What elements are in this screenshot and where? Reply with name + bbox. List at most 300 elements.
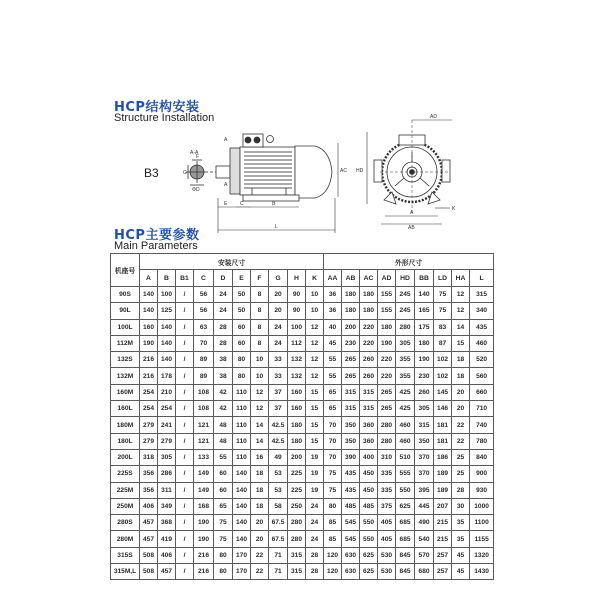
table-cell: 18 (452, 368, 470, 384)
table-cell: 60 (233, 319, 251, 335)
table-row (111, 498, 494, 514)
table-cell: 279 (140, 433, 158, 449)
column-header-g: G (269, 270, 288, 287)
table-cell: 18 (251, 466, 269, 482)
table-cell: 53 (269, 482, 288, 498)
table-cell: 355 (396, 352, 415, 368)
table-cell: 560 (470, 368, 494, 384)
table-cell: 12 (251, 401, 269, 417)
table-cell: 112 (288, 335, 306, 351)
table-cell: 260 (415, 384, 434, 400)
column-header-b1: B1 (176, 270, 194, 287)
frame-size-cell: 280M (111, 531, 140, 547)
table-cell: 80 (233, 352, 251, 368)
table-cell: / (176, 352, 194, 368)
table-cell: 110 (233, 433, 251, 449)
table-cell: / (176, 515, 194, 531)
table-cell: 140 (233, 482, 251, 498)
table-cell: 70 (324, 417, 342, 433)
table-cell: 550 (360, 531, 378, 547)
table-cell: 216 (140, 368, 158, 384)
table-cell: 550 (360, 515, 378, 531)
table-cell: 257 (434, 564, 452, 580)
table-cell: 8 (251, 303, 269, 319)
label-AD: AD (430, 114, 437, 120)
table-cell: 14 (251, 417, 269, 433)
table-cell: 180 (360, 287, 378, 303)
table-cell: 20 (269, 303, 288, 319)
table-cell: 45 (452, 564, 470, 580)
table-cell: 24 (214, 287, 233, 303)
table-cell: / (176, 449, 194, 465)
table-cell: 30 (452, 498, 470, 514)
table-cell: 55 (214, 449, 233, 465)
table-cell: 8 (251, 287, 269, 303)
table-cell: 450 (360, 482, 378, 498)
column-header-ad: AD (378, 270, 396, 287)
table-row (111, 368, 494, 384)
table-cell: 220 (378, 352, 396, 368)
table-cell: 49 (269, 449, 288, 465)
table-cell: 160 (288, 384, 306, 400)
table-cell: 250 (288, 498, 306, 514)
frame-size-cell: 112M (111, 335, 140, 351)
table-cell: 375 (378, 498, 396, 514)
table-cell: 457 (140, 515, 158, 531)
table-cell: 485 (342, 498, 360, 514)
table-cell: 265 (342, 368, 360, 384)
table-cell: 315 (342, 401, 360, 417)
table-cell: 15 (306, 401, 324, 417)
table-cell: 24 (306, 531, 324, 547)
table-cell: 260 (360, 352, 378, 368)
main-parameters-table (110, 253, 494, 580)
table-cell: 120 (324, 564, 342, 580)
table-cell: 110 (233, 417, 251, 433)
table-cell: 175 (415, 319, 434, 335)
table-cell: 180 (288, 417, 306, 433)
table-cell: 930 (470, 482, 494, 498)
table-cell: 280 (378, 417, 396, 433)
table-cell: 508 (140, 564, 158, 580)
table-cell: 22 (452, 417, 470, 433)
frame-size-cell: 132M (111, 368, 140, 384)
frame-size-header: 机座号 (111, 254, 140, 287)
table-cell: 230 (415, 368, 434, 384)
table-cell: 225 (288, 482, 306, 498)
table-cell: 189 (434, 482, 452, 498)
table-cell: 457 (158, 564, 176, 580)
table-cell: 485 (360, 498, 378, 514)
table-cell: 28 (452, 482, 470, 498)
table-cell: 50 (233, 287, 251, 303)
table-cell: / (176, 401, 194, 417)
table-cell: 33 (269, 352, 288, 368)
column-header-ac: AC (360, 270, 378, 287)
table-cell: 350 (342, 417, 360, 433)
table-cell: 186 (434, 449, 452, 465)
table-cell: 265 (378, 384, 396, 400)
table-cell: 545 (342, 515, 360, 531)
table-cell: 685 (396, 531, 415, 547)
table-cell: 85 (324, 515, 342, 531)
table-cell: 75 (324, 466, 342, 482)
table-cell: 360 (360, 417, 378, 433)
table-cell: 38 (214, 368, 233, 384)
table-cell: 356 (140, 482, 158, 498)
table-cell: 15 (452, 335, 470, 351)
table-cell: 37 (269, 384, 288, 400)
table-cell: 140 (158, 319, 176, 335)
table-cell: 22 (251, 564, 269, 580)
motor-side-view-icon (210, 134, 332, 201)
table-cell: 80 (324, 498, 342, 514)
table-cell: 28 (306, 564, 324, 580)
table-cell: 87 (434, 335, 452, 351)
column-header-a: A (140, 270, 158, 287)
table-cell: 19 (306, 466, 324, 482)
label-section-aa: A-A (190, 150, 199, 156)
table-cell: 28 (306, 547, 324, 563)
table-cell: 305 (415, 401, 434, 417)
table-cell: / (176, 368, 194, 384)
table-cell: 200 (288, 449, 306, 465)
table-row (111, 287, 494, 303)
table-cell: 45 (324, 335, 342, 351)
table-cell: 16 (251, 449, 269, 465)
table-cell: 216 (140, 352, 158, 368)
table-cell: 8 (251, 319, 269, 335)
table-cell: 90 (288, 287, 306, 303)
table-cell: 215 (434, 515, 452, 531)
table-cell: 180 (360, 303, 378, 319)
table-cell: 181 (434, 417, 452, 433)
table-cell: 286 (158, 466, 176, 482)
table-row (111, 515, 494, 531)
table-cell: 215 (434, 531, 452, 547)
table-cell: 190 (378, 335, 396, 351)
table-cell: 305 (396, 335, 415, 351)
table-cell: 540 (415, 531, 434, 547)
table-cell: 181 (434, 433, 452, 449)
table-cell: 510 (396, 449, 415, 465)
table-cell: 70 (194, 335, 214, 351)
table-cell: 36 (324, 303, 342, 319)
table-cell: 368 (158, 515, 176, 531)
frame-size-cell: 225S (111, 466, 140, 482)
table-cell: 180 (415, 335, 434, 351)
table-cell: 508 (140, 547, 158, 563)
table-cell: / (176, 303, 194, 319)
table-cell: 190 (140, 335, 158, 351)
table-cell: 168 (194, 498, 214, 514)
table-cell: 305 (158, 449, 176, 465)
table-cell: 75 (214, 515, 233, 531)
table-cell: 140 (233, 515, 251, 531)
table-cell: 245 (396, 287, 415, 303)
table-cell: 220 (360, 335, 378, 351)
table-row (111, 384, 494, 400)
table-cell: 56 (194, 287, 214, 303)
table-row (111, 482, 494, 498)
frame-size-cell: 90S (111, 287, 140, 303)
table-cell: 390 (342, 449, 360, 465)
table-cell: 50 (233, 303, 251, 319)
table-cell: 435 (342, 466, 360, 482)
table-cell: 280 (378, 433, 396, 449)
table-cell: 254 (158, 401, 176, 417)
table-cell: 425 (396, 401, 415, 417)
table-row (111, 531, 494, 547)
table-cell: 60 (214, 482, 233, 498)
table-cell: 14 (251, 433, 269, 449)
column-header-d: D (214, 270, 233, 287)
table-cell: 35 (452, 531, 470, 547)
table-cell: 53 (269, 466, 288, 482)
table-cell: 335 (378, 466, 396, 482)
table-cell: 460 (470, 335, 494, 351)
table-cell: / (176, 531, 194, 547)
table-row (111, 352, 494, 368)
table-cell: 625 (360, 564, 378, 580)
motor-front-view-icon (374, 120, 450, 215)
table-cell: 220 (360, 319, 378, 335)
column-header-b: B (158, 270, 176, 287)
table-cell: 419 (158, 531, 176, 547)
table-cell: 257 (434, 547, 452, 563)
table-cell: 12 (251, 384, 269, 400)
table-cell: 75 (434, 303, 452, 319)
table-cell: 146 (434, 401, 452, 417)
table-cell: 254 (140, 401, 158, 417)
table-cell: 165 (415, 303, 434, 319)
table-cell: 245 (396, 303, 415, 319)
table-cell: 83 (434, 319, 452, 335)
table-cell: 140 (140, 303, 158, 319)
table-cell: 80 (214, 564, 233, 580)
table-cell: 133 (194, 449, 214, 465)
table-cell: 280 (288, 531, 306, 547)
table-cell: 216 (194, 547, 214, 563)
label-B: B (272, 201, 276, 207)
mount-type-label: B3 (144, 166, 159, 180)
table-cell: 42 (214, 401, 233, 417)
shaft-section-icon (186, 160, 208, 185)
table-cell: 63 (194, 319, 214, 335)
table-cell: 28 (214, 335, 233, 351)
table-cell: 315 (415, 417, 434, 433)
table-cell: 56 (194, 303, 214, 319)
table-cell: 845 (396, 564, 415, 580)
table-cell: 140 (415, 287, 434, 303)
install-dimensions-header: 安装尺寸 (140, 254, 324, 270)
frame-size-cell: 100L (111, 319, 140, 335)
label-A-top: A (224, 137, 228, 143)
table-cell: 845 (396, 547, 415, 563)
frame-size-cell: 250M (111, 498, 140, 514)
table-cell: / (176, 482, 194, 498)
table-cell: 15 (306, 384, 324, 400)
table-cell: 110 (233, 401, 251, 417)
table-cell: 625 (360, 547, 378, 563)
label-AC: AC (340, 168, 347, 174)
table-cell: 318 (140, 449, 158, 465)
table-cell: 630 (342, 564, 360, 580)
table-cell: / (176, 433, 194, 449)
table-row (111, 564, 494, 580)
table-cell: 19 (306, 482, 324, 498)
table-row (111, 466, 494, 482)
table-cell: 311 (158, 482, 176, 498)
table-cell: 349 (158, 498, 176, 514)
frame-size-cell: 180M (111, 417, 140, 433)
frame-size-cell: 225M (111, 482, 140, 498)
table-cell: 100 (158, 287, 176, 303)
table-cell: 170 (233, 547, 251, 563)
table-cell: 132 (288, 352, 306, 368)
table-cell: 75 (324, 482, 342, 498)
table-cell: 315 (360, 401, 378, 417)
table-cell: 406 (140, 498, 158, 514)
table-cell: 230 (342, 335, 360, 351)
table-cell: 22 (452, 433, 470, 449)
table-cell: 14 (452, 319, 470, 335)
table-cell: 12 (306, 352, 324, 368)
table-cell: 155 (378, 287, 396, 303)
table-cell: 42 (214, 384, 233, 400)
table-cell: 140 (158, 335, 176, 351)
table-cell: 36 (324, 287, 342, 303)
table-cell: 395 (415, 482, 434, 498)
table-cell: / (176, 498, 194, 514)
table-cell: 160 (140, 319, 158, 335)
table-cell: 370 (415, 466, 434, 482)
table-cell: 12 (306, 368, 324, 384)
table-cell: 265 (378, 401, 396, 417)
table-cell: 335 (378, 482, 396, 498)
table-cell: 435 (470, 319, 494, 335)
table-cell: 28 (214, 319, 233, 335)
table-row (111, 401, 494, 417)
table-cell: 145 (434, 384, 452, 400)
column-header-k: K (306, 270, 324, 287)
table-cell: / (176, 335, 194, 351)
table-cell: 108 (194, 384, 214, 400)
table-cell: 178 (158, 368, 176, 384)
label-K: K (452, 206, 456, 212)
outline-dimensions-header: 外形尺寸 (324, 254, 494, 270)
table-cell: 625 (396, 498, 415, 514)
table-cell: 108 (194, 401, 214, 417)
table-cell: 190 (194, 531, 214, 547)
table-cell: 24 (306, 515, 324, 531)
table-cell: 65 (324, 401, 342, 417)
table-cell: 460 (396, 417, 415, 433)
table-cell: 180 (288, 433, 306, 449)
table-cell: 18 (452, 352, 470, 368)
table-cell: 120 (324, 547, 342, 563)
label-G: G (183, 170, 187, 176)
table-cell: 102 (434, 368, 452, 384)
table-cell: / (176, 417, 194, 433)
table-cell: 315 (342, 384, 360, 400)
table-cell: 20 (251, 531, 269, 547)
table-cell: 530 (378, 547, 396, 563)
table-cell: 370 (415, 449, 434, 465)
table-cell: 490 (415, 515, 434, 531)
table-cell: 42.5 (269, 433, 288, 449)
table-cell: 18 (251, 482, 269, 498)
table-cell: 280 (288, 515, 306, 531)
table-cell: 80 (214, 547, 233, 563)
table-cell: 65 (324, 384, 342, 400)
table-cell: 780 (470, 433, 494, 449)
table-cell: 180 (378, 319, 396, 335)
table-cell: 190 (415, 352, 434, 368)
table-cell: 1430 (470, 564, 494, 580)
table-cell: 125 (158, 303, 176, 319)
table-cell: 10 (251, 368, 269, 384)
table-cell: 315 (288, 564, 306, 580)
table-cell: 71 (269, 564, 288, 580)
frame-size-cell: 200L (111, 449, 140, 465)
table-cell: 12 (452, 287, 470, 303)
column-header-h: H (288, 270, 306, 287)
table-cell: 740 (470, 417, 494, 433)
column-header-l: L (470, 270, 494, 287)
frame-size-cell: 90L (111, 303, 140, 319)
frame-size-cell: 315S (111, 547, 140, 563)
section-title-structure-cn: HCP结构安装 (114, 100, 200, 115)
column-header-hd: HD (396, 270, 415, 287)
table-cell: 360 (360, 433, 378, 449)
label-HD: HD (356, 168, 364, 174)
table-cell: 70 (324, 449, 342, 465)
table-cell: 121 (194, 433, 214, 449)
table-cell: 24 (269, 335, 288, 351)
table-cell: 15 (306, 417, 324, 433)
table-cell: 530 (378, 564, 396, 580)
table-cell: 315 (470, 287, 494, 303)
table-cell: 445 (415, 498, 434, 514)
table-cell: 20 (269, 287, 288, 303)
table-cell: 70 (324, 433, 342, 449)
table-row (111, 335, 494, 351)
table-cell: 24 (306, 498, 324, 514)
column-header-bb: BB (415, 270, 434, 287)
table-cell: 555 (396, 466, 415, 482)
table-cell: 149 (194, 466, 214, 482)
table-row (111, 417, 494, 433)
table-cell: 450 (360, 466, 378, 482)
frame-size-cell: 315M,L (111, 564, 140, 580)
table-cell: 110 (233, 449, 251, 465)
table-cell: / (176, 564, 194, 580)
table-cell: 38 (214, 352, 233, 368)
table-cell: 405 (378, 515, 396, 531)
table-cell: 260 (360, 368, 378, 384)
table-cell: 630 (342, 547, 360, 563)
table-cell: 71 (269, 547, 288, 563)
table-cell: 170 (233, 564, 251, 580)
table-cell: 37 (269, 401, 288, 417)
table-cell: 220 (378, 368, 396, 384)
table-cell: 280 (396, 319, 415, 335)
table-cell: / (176, 319, 194, 335)
table-cell: 207 (434, 498, 452, 514)
table-cell: 48 (214, 417, 233, 433)
table-cell: 12 (452, 303, 470, 319)
